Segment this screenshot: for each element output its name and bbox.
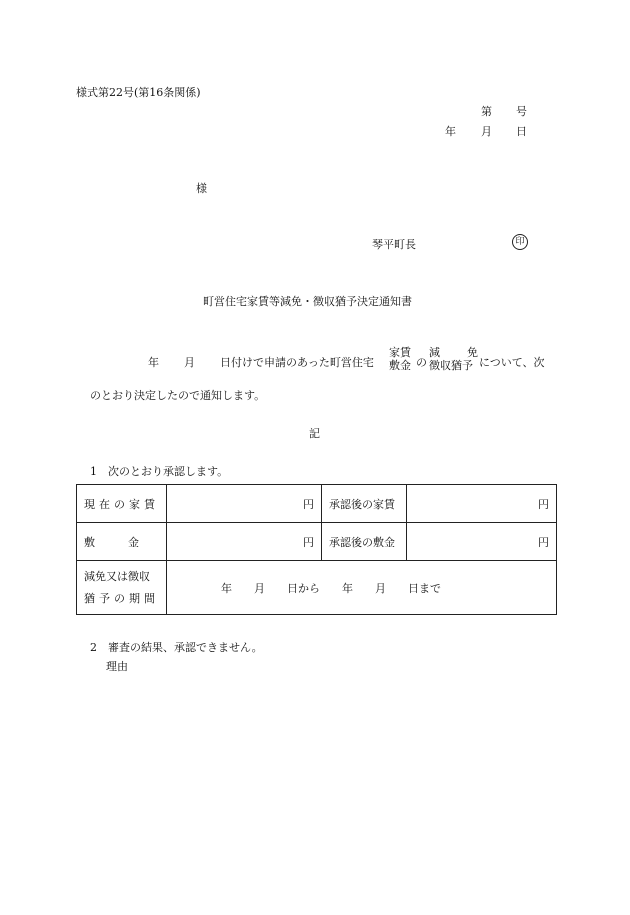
seal-icon: 印 [512, 234, 528, 250]
period-value: 年 月 日から 年 月 日まで [167, 561, 557, 615]
deposit-option: 敷金 [389, 359, 411, 372]
reason-label: 理由 [106, 660, 128, 673]
body-no: の [416, 356, 427, 369]
table-row [77, 561, 557, 615]
date-day: 日 [516, 125, 527, 138]
approved-deposit-label: 承認後の敷金 [322, 523, 407, 561]
approved-deposit-value: 円 [407, 523, 557, 561]
doc-number-suffix: 号 [516, 105, 527, 118]
section1-heading: 1 次のとおり承認します。 [90, 465, 229, 478]
approval-table [76, 484, 557, 615]
exemption-gen: 減 [429, 346, 440, 359]
issuer-title: 琴平町長 [372, 238, 416, 251]
body-line2: のとおり決定したので通知します。 [90, 389, 266, 402]
date-month: 月 [481, 125, 492, 138]
period-label-line1: 減免又は徴収 [84, 569, 150, 583]
doc-number-prefix: 第 [481, 105, 492, 118]
body-about: について、次 [479, 356, 545, 369]
rent-deposit-stack [389, 346, 411, 372]
ki-heading: 記 [309, 427, 320, 440]
period-label [77, 561, 167, 615]
current-rent-value: 円 [167, 485, 322, 523]
exemption-stack [429, 346, 478, 372]
approved-rent-label: 承認後の家賃 [322, 485, 407, 523]
section2-heading: 2 審査の結果、承認できません。 [90, 641, 263, 654]
deposit-label: 敷 金 [77, 523, 167, 561]
body-month: 月 [184, 356, 195, 369]
table-row [77, 523, 557, 561]
table-row [77, 485, 557, 523]
body-year: 年 [148, 356, 159, 369]
form-number: 様式第22号(第16条関係) [76, 86, 201, 99]
body-intro: 日付けで申請のあった町営住宅 [220, 356, 374, 369]
document-title: 町営住宅家賃等減免・徴収猶予決定通知書 [203, 295, 412, 308]
rent-option: 家賃 [389, 346, 411, 359]
addressee-honorific: 様 [196, 182, 207, 195]
current-rent-label: 現在の家賃 [77, 485, 167, 523]
exemption-men: 免 [467, 346, 478, 359]
collection-deferral-option: 徴収猶予 [429, 359, 473, 372]
date-year: 年 [445, 125, 456, 138]
deposit-value: 円 [167, 523, 322, 561]
period-label-line2: 猶予の期間 [84, 591, 159, 605]
approved-rent-value: 円 [407, 485, 557, 523]
